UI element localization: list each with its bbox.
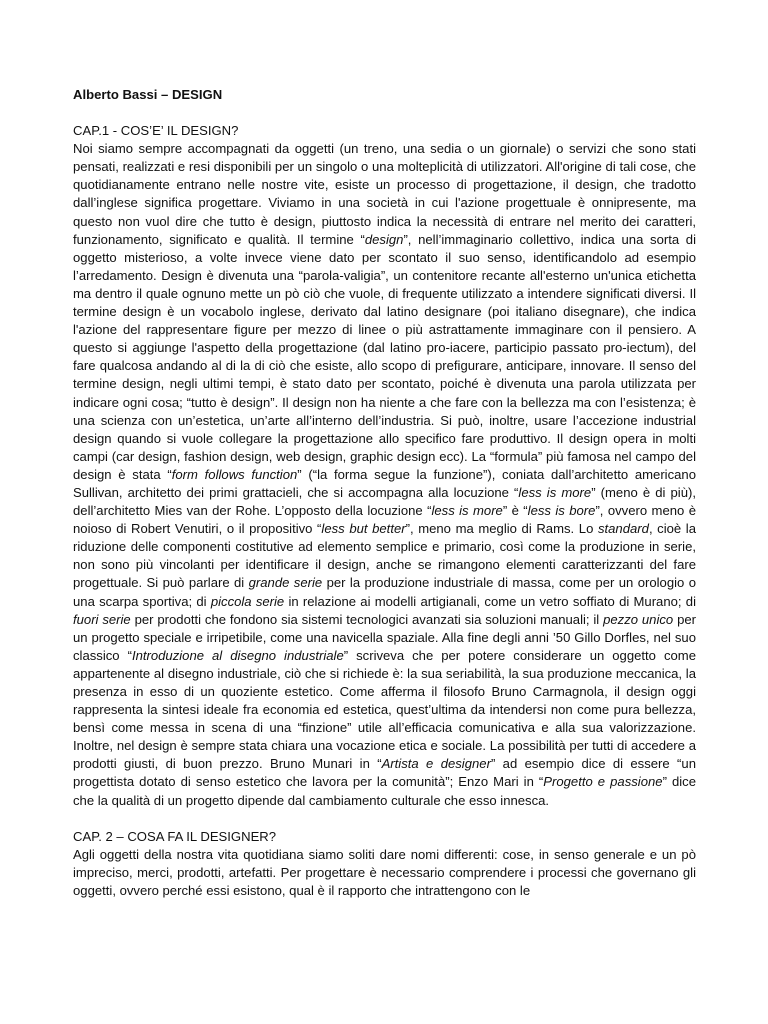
body-text: ”, meno ma meglio di Rams. Lo <box>405 521 598 537</box>
body-text: ” ad esempio dice di essere “un progettista dotato di senso estetico che lavora per la comunità”; Enzo Mari in “ <box>73 756 696 790</box>
italic-text: grande serie <box>248 575 323 591</box>
section-heading-cap2: CAP. 2 – COSA FA IL DESIGNER? <box>73 828 277 844</box>
italic-text: Progetto e passione <box>543 774 663 790</box>
spacer <box>73 810 696 828</box>
body-text: ” scriveva che per potere considerare un oggetto come appartenente al disegno industriale, ciò che si richiede è: la sua seriabilità, la sua produzione meccanica, la presenza in esso di un quoziente estetico. Come afferma il filosofo Bruno Carmagnola, il design oggi rappresenta la sintesi ideale fra economia ed estetica, quest’ultima da intendersi non come pura bellezza, bensì come messa in scena di una “finzione” utile all’efficacia comunicativa e alla sua valorizzazione. Inoltre, nel design è sempre stata chiara una vocazione etica e sociale. La possibilità per tutti di accedere a prodotti giusti, di buon prezzo. Bruno Munari in “ <box>73 647 696 772</box>
italic-text: less but better <box>321 521 406 537</box>
spacer <box>73 104 696 122</box>
italic-text: form follows function <box>171 466 298 482</box>
italic-text: standard <box>597 521 649 537</box>
body-text: ” è “ <box>502 503 528 519</box>
body-text: Noi siamo sempre accompagnati da oggetti (un treno, una sedia o un giornale) o servizi che sono stati pensati, realizzati e resi disponibili per un singolo o una molteplicità di utilizzatori. All'origine di tali cose, che quotidianamente entrano nelle nostre vite, esiste un processo di progettazione, il design, che tradotto dall’inglese significa progettare. Viviamo in una società in cui l'azione progettuale è onnipresente, ma questo non vuol dire che tutto è design, piuttosto indica la necessità di entrare nel merito dei caratteri, funzionamento, significato e qualità. Il termine “ <box>73 141 696 247</box>
italic-text: Introduzione al disegno industriale <box>131 647 344 663</box>
body-text: ” (meno è di più), dell’architetto Mies van der Rohe. L’opposto della locuzione “ <box>73 484 696 519</box>
italic-text: pezzo unico <box>603 611 674 627</box>
section-heading-cap1: CAP.1 - COS’E’ IL DESIGN? <box>73 123 239 139</box>
italic-text: Artista e designer <box>381 756 491 772</box>
body-text: per la produzione industriale di massa, come per un orologio o una scarpa sportiva; di <box>73 575 696 609</box>
italic-text: less is more <box>431 503 503 519</box>
body-text: ”, ovvero meno è noioso di Robert Venutiri, o il propositivo “ <box>73 503 696 537</box>
italic-text: design <box>364 231 404 247</box>
section-body-cap2 <box>73 846 696 900</box>
document-page <box>73 86 696 900</box>
body-text: in relazione ai modelli artigianali, come un vetro soffiato di Murano; di <box>284 593 696 609</box>
body-text: Agli oggetti della nostra vita quotidiana siamo soliti dare nomi differenti: cose, in senso generale e un pò impreciso, merci, prodotti, artefatti. Per progettare è necessario comprendere i processi che governano gli oggetti, ovvero perché essi esistono, qual è il rapporto che intrattengono con le <box>73 846 696 898</box>
italic-text: fuori serie <box>73 611 131 627</box>
body-text: ” dice che la qualità di un progetto dipende dal cambiamento culturale che esso innesca. <box>73 774 696 808</box>
body-text: , cioè la riduzione delle componenti costitutive ad elemento semplice e primario, così come la produzione in serie, non sono più vincolanti per identificare il design, anche se rimangono elementi caratterizzanti del fare progettuale. Si può parlare di <box>73 521 696 591</box>
body-text: ” (“la forma segue la funzione”), coniata dall’architetto americano Sullivan, architetto dei primi grattacieli, che si accompagna alla locuzione “ <box>73 466 696 500</box>
body-text: ”, nell’immaginario collettivo, indica una sorta di oggetto misterioso, a volte invece viene dato per scontato il suo senso, identificandolo ad esempio l’arredamento. Design è divenuta una “parola-valigia”, un contenitore recante all'esterno un'unica etichetta ma dentro il quale ognuno mette un pò ciò che vuole, di frequente utilizzato a intendere significati diversi. Il termine design è un vocabolo inglese, derivato dal latino designare (poi italiano disegnare), che indica l'azione del rappresentare figure per mezzo di linee o più astrattamente immaginare con il pensiero. A questo si aggiunge l'aspetto della progettazione (dal latino pro-iacere, participio passato pro-iectum), del fare qualcosa andando al di la di ciò che esiste, allo scopo di prefigurare, anticipare, innovare. Il senso del termine design, negli ultimi tempi, è stato dato per scontato, poiché è divenuta una parola utilizzata per indicare ogni cosa; “tutto è design”. Il design non ha niente a che fare con la bellezza ma con l’esistenza; è una scienza con un’estetica, un’arte all’interno dell’industria. Si può, inoltre, usare l’accezione industrial design quando si vuole collegare la progettazione allo specifico fare produttivo. Il design opera in molti campi (car design, fashion design, web design, graphic design ecc). La “formula” più famosa nel campo del design è stata “ <box>73 231 696 482</box>
body-text: per prodotti che fondono sia sistemi tecnologici avanzati sia soluzioni manuali; il <box>130 611 604 627</box>
section-body-cap1 <box>73 140 696 809</box>
italic-text: less is bore <box>527 503 596 519</box>
document-title: Alberto Bassi – DESIGN <box>73 87 223 102</box>
italic-text: less is more <box>518 484 592 500</box>
italic-text: piccola serie <box>210 593 285 609</box>
body-text: per un progetto speciale e irripetibile, come una navicella spaziale. Alla fine degli anni ’50 Gillo Dorfles, nel suo classico “ <box>73 611 696 663</box>
